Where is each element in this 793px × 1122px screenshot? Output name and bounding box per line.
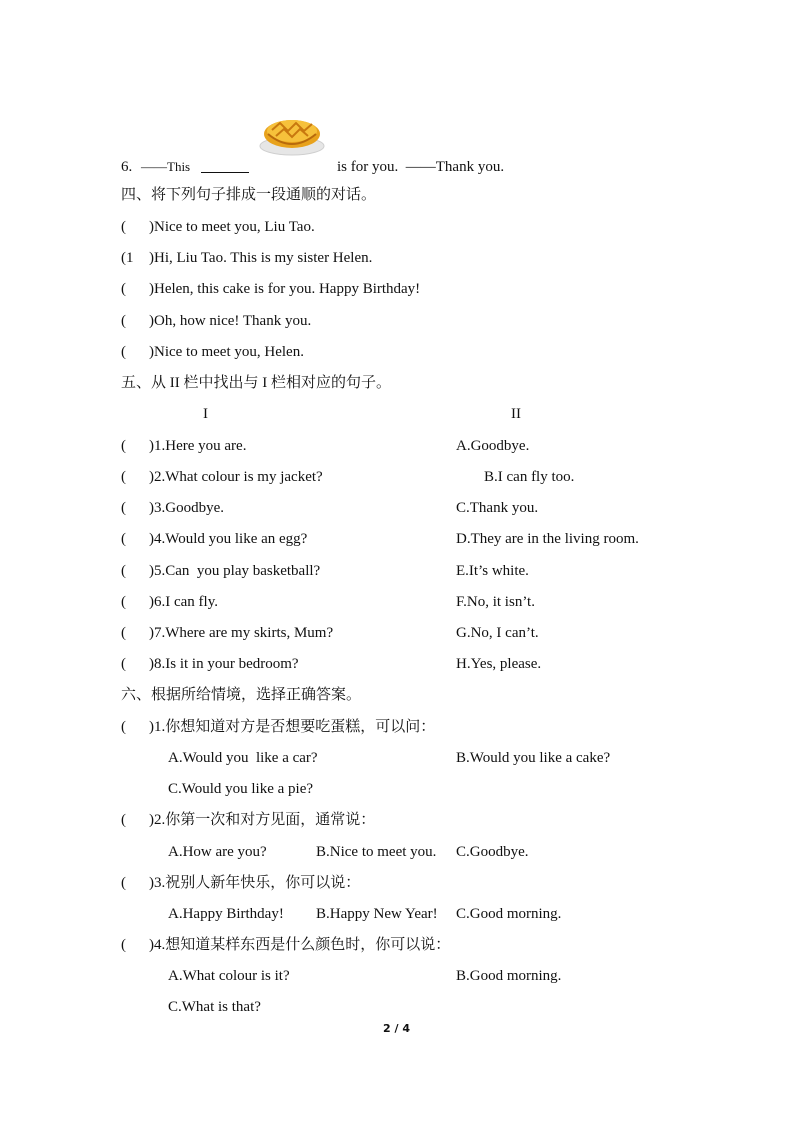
match-right-item: F.No, it isn’t. (456, 594, 535, 610)
answer-paren[interactable]: ( (121, 812, 126, 828)
answer-paren[interactable]: ( (121, 531, 126, 547)
answer-paren[interactable]: ( (121, 469, 126, 485)
option-c: C.Goodbye. (456, 844, 529, 860)
match-right-item: G.No, I can’t. (456, 625, 539, 641)
option-a: A.How are you? (168, 844, 267, 860)
dialogue-line: )Nice to meet you, Helen. (149, 344, 304, 360)
q6-blank[interactable] (201, 158, 249, 173)
dialogue-line: )Helen, this cake is for you. Happy Birthday! (149, 281, 421, 297)
dialogue-line: )Oh, how nice! Thank you. (149, 313, 312, 329)
column-i-header: I (203, 406, 208, 422)
match-left-item: )5.Can you play basketball? (149, 563, 321, 579)
match-left-item: )6.I can fly. (149, 594, 218, 610)
question-stem: )1.你想知道对方是否想要吃蛋糕，可以问： (149, 719, 436, 735)
question-stem: )4.想知道某样东西是什么颜色时，你可以说： (149, 937, 451, 953)
answer-paren[interactable]: ( (121, 344, 126, 360)
option-a: A.What colour is it? (168, 968, 290, 984)
pie-image (258, 110, 326, 158)
answer-paren[interactable]: ( (121, 313, 126, 329)
answer-paren[interactable]: ( (121, 594, 126, 610)
answer-paren[interactable]: ( (121, 219, 126, 235)
answer-paren[interactable]: ( (121, 625, 126, 641)
q6-prefix: ——This (141, 159, 191, 174)
answer-paren[interactable]: (1 (121, 250, 134, 266)
match-right-item: H.Yes, please. (456, 656, 542, 672)
section4-title: 四、将下列句子排成一段通顺的对话。 (121, 187, 377, 203)
section5-title: 五、从 II 栏中找出与 I 栏相对应的句子。 (121, 375, 391, 391)
answer-paren[interactable]: ( (121, 656, 126, 672)
page-number: 2 / 4 (383, 1022, 410, 1035)
answer-paren[interactable]: ( (121, 500, 126, 516)
option-b: B.Nice to meet you. (316, 844, 437, 860)
answer-paren[interactable]: ( (121, 719, 126, 735)
option-c: C.Would you like a pie? (168, 781, 314, 797)
option-a: A.Happy Birthday! (168, 906, 284, 922)
match-left-item: )3.Goodbye. (149, 500, 224, 516)
dialogue-line: )Hi, Liu Tao. This is my sister Helen. (149, 250, 373, 266)
section6-title: 六、根据所给情境，选择正确答案。 (121, 687, 362, 703)
option-c: C.What is that? (168, 999, 261, 1015)
q6-number: 6. (121, 159, 133, 175)
match-left-item: )1.Here you are. (149, 438, 247, 454)
match-right-item: C.Thank you. (456, 500, 539, 516)
answer-paren[interactable]: ( (121, 563, 126, 579)
match-left-item: )8.Is it in your bedroom? (149, 656, 299, 672)
match-left-item: )4.Would you like an egg? (149, 531, 308, 547)
option-c: C.Good morning. (456, 906, 562, 922)
option-b: B.Would you like a cake? (456, 750, 611, 766)
match-left-item: )7.Where are my skirts, Mum? (149, 625, 334, 641)
option-b: B.Good morning. (456, 968, 562, 984)
question-stem: )2.你第一次和对方见面，通常说： (149, 812, 376, 828)
option-a: A.Would you like a car? (168, 750, 318, 766)
match-left-item: )2.What colour is my jacket? (149, 469, 323, 485)
question-stem: )3.祝别人新年快乐，你可以说： (149, 875, 361, 891)
column-ii-header: II (511, 406, 521, 422)
answer-paren[interactable]: ( (121, 875, 126, 891)
answer-paren[interactable]: ( (121, 438, 126, 454)
match-right-item: A.Goodbye. (456, 438, 530, 454)
match-right-item: E.It’s white. (456, 563, 529, 579)
match-right-item: B.I can fly too. (484, 469, 575, 485)
q6-rest: is for you. ——Thank you. (337, 159, 505, 175)
match-right-item: D.They are in the living room. (456, 531, 639, 547)
dialogue-line: )Nice to meet you, Liu Tao. (149, 219, 315, 235)
option-b: B.Happy New Year! (316, 906, 438, 922)
answer-paren[interactable]: ( (121, 937, 126, 953)
answer-paren[interactable]: ( (121, 281, 126, 297)
